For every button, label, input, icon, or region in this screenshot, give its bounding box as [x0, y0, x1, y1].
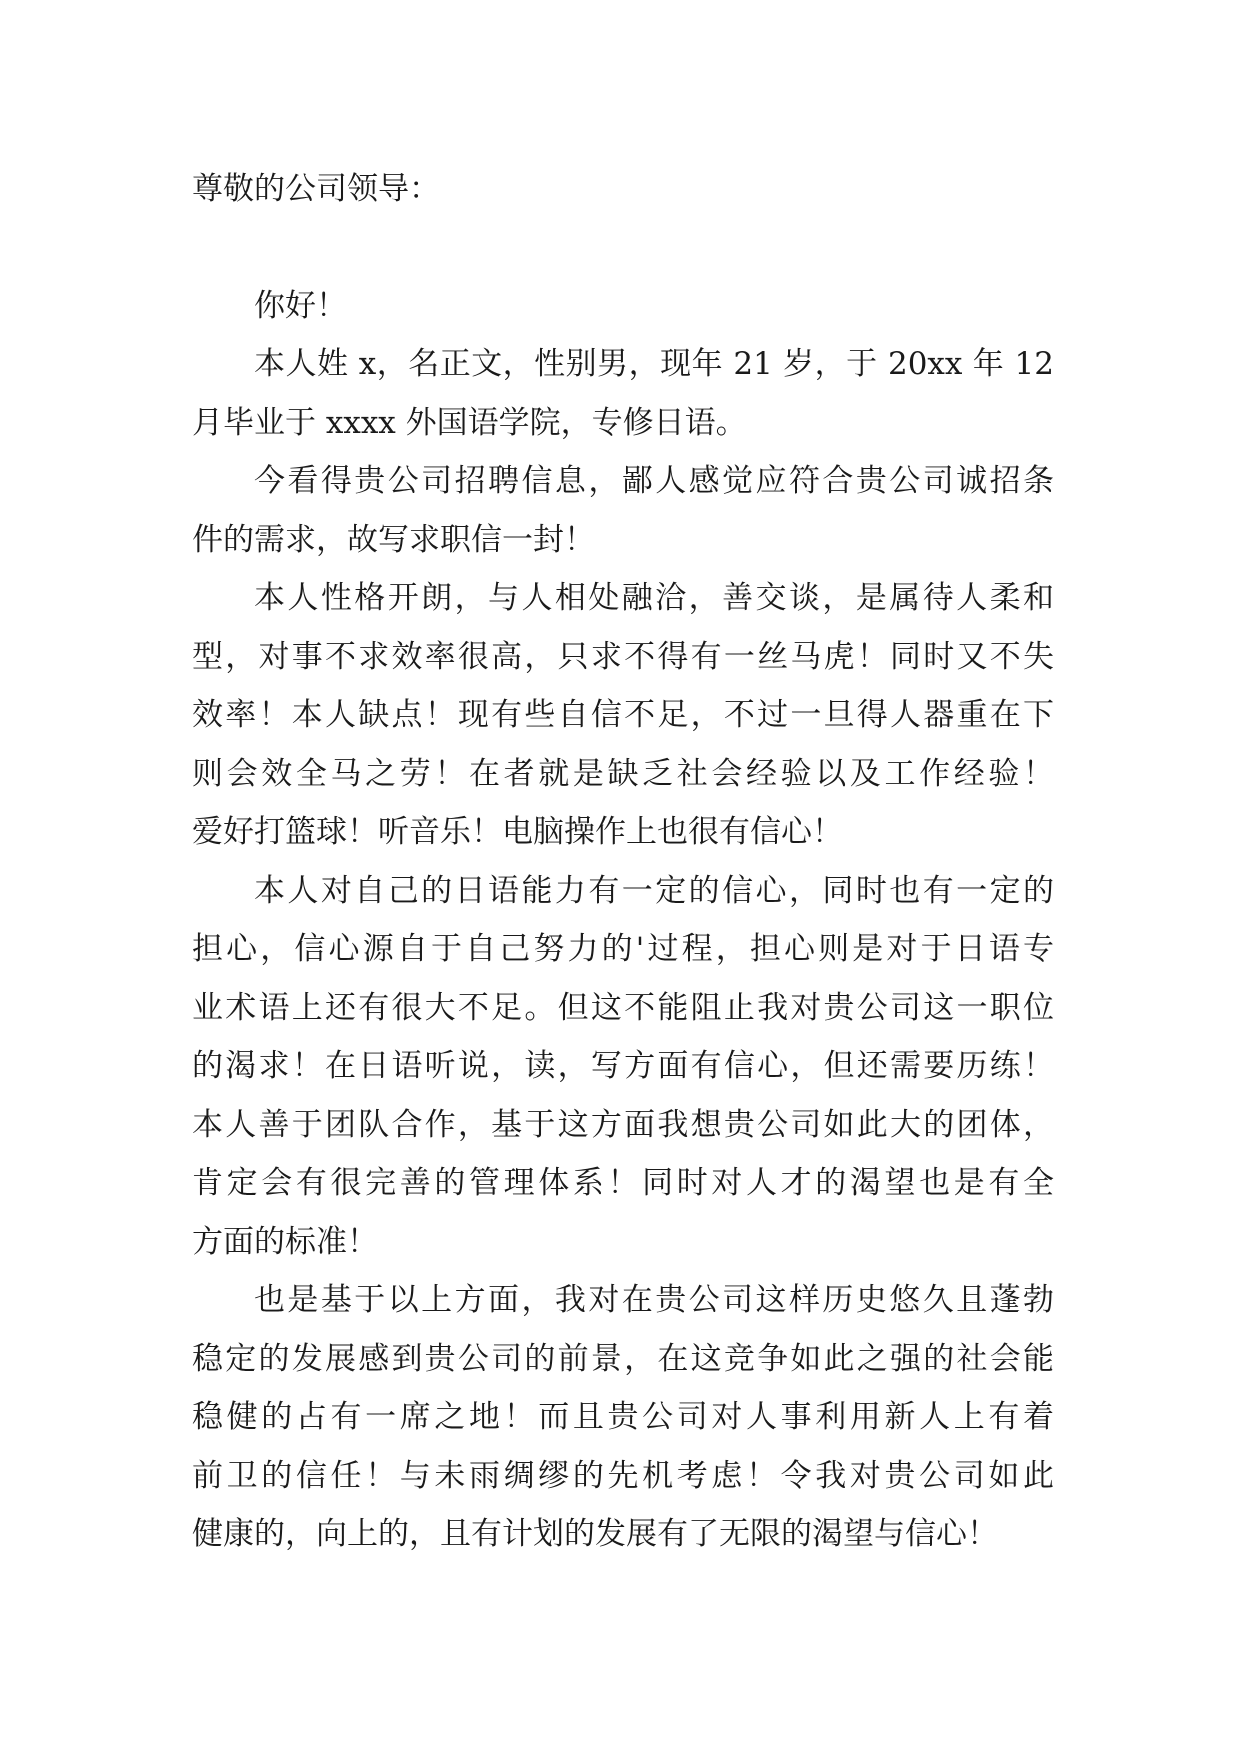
- paragraph-line: 的渴求！在日语听说，读，写方面有信心，但还需要历练！: [192, 1048, 1054, 1084]
- paragraph-purpose: [192, 452, 1054, 569]
- paragraph-line: 稳健的占有一席之地！而且贵公司对人事利用新人上有着: [192, 1399, 1054, 1435]
- paragraph-line: 效率！本人缺点！现有些自信不足，不过一旦得人器重在下: [192, 697, 1054, 733]
- paragraph-line: 件的需求，故写求职信一封！: [192, 521, 595, 558]
- paragraph-line: 业术语上还有很大不足。但这不能阻止我对贵公司这一职位: [192, 989, 1054, 1026]
- paragraph-line: 今看得贵公司招聘信息，鄙人感觉应符合贵公司诚招条: [254, 463, 1054, 499]
- letter-salutation: 你好！: [254, 287, 347, 324]
- paragraph-line: 月毕业于 xxxx 外国语学院，专修日语。: [192, 404, 747, 441]
- paragraph-ability: [192, 862, 1054, 1272]
- letter-greeting: 尊敬的公司领导：: [192, 171, 440, 207]
- paragraph-conclusion: [192, 1271, 1054, 1564]
- paragraph-line: 本人姓 x，名正文，性别男，现年 21 岁，于 20xx 年 12: [254, 346, 1054, 382]
- paragraph-line: 则会效全马之劳！在者就是缺乏社会经验以及工作经验！: [192, 755, 1054, 792]
- paragraph-line: 也是基于以上方面，我对在贵公司这样历史悠久且蓬勃: [254, 1282, 1054, 1318]
- paragraph-line: 肯定会有很完善的管理体系！同时对人才的渴望也是有全: [192, 1165, 1054, 1201]
- paragraph-line: 健康的，向上的，且有计划的发展有了无限的渴望与信心！: [192, 1516, 998, 1552]
- paragraph-line: 方面的标准！: [192, 1223, 378, 1260]
- paragraph-line: 稳定的发展感到贵公司的前景，在这竞争如此之强的社会能: [192, 1340, 1054, 1377]
- paragraph-line: 爱好打篮球！听音乐！电脑操作上也很有信心！: [192, 814, 843, 850]
- letter-body: [192, 160, 1054, 1564]
- paragraph-intro: [192, 335, 1054, 452]
- paragraph-line: 型，对事不求效率很高，只求不得有一丝马虎！同时又不失: [192, 638, 1054, 675]
- paragraph-personality: [192, 569, 1054, 862]
- paragraph-line: 本人性格开朗，与人相处融洽，善交谈，是属待人柔和: [254, 580, 1054, 616]
- paragraph-line: 前卫的信任！与未雨绸缪的先机考虑！令我对贵公司如此: [192, 1457, 1054, 1494]
- paragraph-line: 本人善于团队合作，基于这方面我想贵公司如此大的团体，: [192, 1106, 1054, 1143]
- paragraph-line: 本人对自己的日语能力有一定的信心，同时也有一定的: [254, 872, 1054, 909]
- paragraph-line: 担心，信心源自于自己努力的'过程，担心则是对于日语专: [192, 931, 1054, 967]
